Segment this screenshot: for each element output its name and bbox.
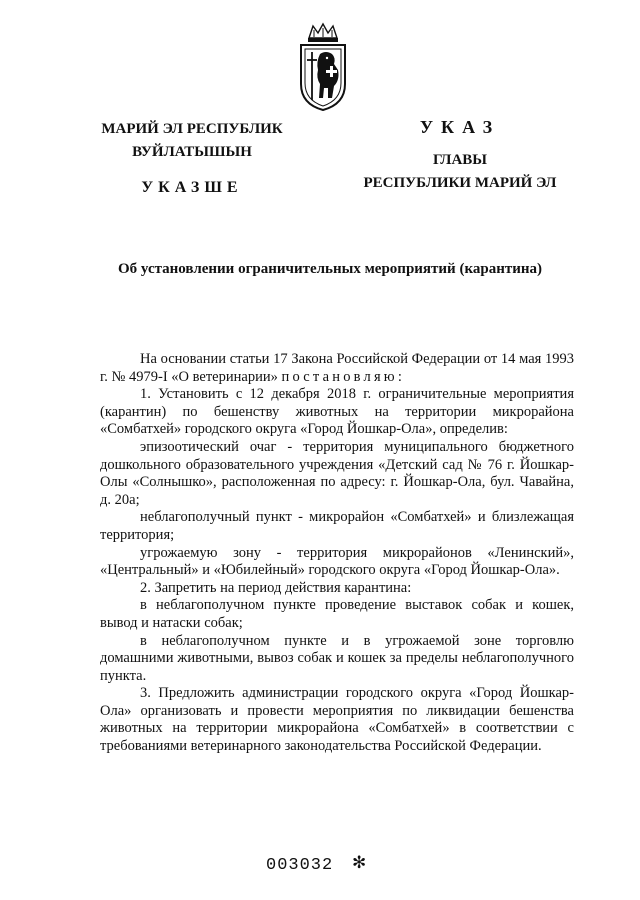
document-mark: ✻ bbox=[352, 853, 367, 873]
paragraph-9: 3. Предложить администрации городского округа «Город Йошкар-Ола» организовать и провести мероприятия по ликвидации бешенства животных на территории микрорайона «Сомбатхей» в соответствии с требованиями ветеринарного законодательства Российской Федерации. bbox=[100, 685, 574, 755]
paragraph-5: угрожаемую зону - территория микрорайонов «Ленинский», «Центральный» и «Юбилейный» городского округа «Город Йошкар-Ола». bbox=[100, 544, 574, 579]
header-right-line3: РЕСПУБЛИКИ МАРИЙ ЭЛ bbox=[363, 175, 557, 191]
header-right-line2: ГЛАВЫ bbox=[432, 152, 488, 168]
header-right-line1: УКАЗ bbox=[419, 117, 501, 137]
paragraph-8: в неблагополучном пункте и в угрожаемой зоне торговлю домашними животными, вывоз собак и кошек за пределы неблагополучного пункта. bbox=[100, 632, 574, 684]
document-number: 003032 bbox=[266, 856, 334, 875]
header-left-block bbox=[92, 118, 292, 199]
paragraph-7: в неблагополучном пункте проведение выставок собак и кошек, вывод и натаски собак; bbox=[100, 597, 574, 631]
coat-of-arms-icon bbox=[296, 22, 350, 112]
header-left-line3: УКАЗШЕ bbox=[141, 179, 243, 196]
paragraph-6: 2. Запретить на период действия карантина: bbox=[140, 579, 412, 596]
decree-title: Об установлении ограничительных мероприятий (карантина) bbox=[117, 261, 542, 277]
paragraph-1-text: На основании статьи 17 Закона Российской Федерации от 14 мая 1993 г. № 4979-I «О ветеринарии» bbox=[100, 351, 574, 385]
paragraph-2: 1. Установить с 12 декабря 2018 г. ограничительные мероприятия (карантин) по бешенству животных на территории микрорайона «Сомбатхей» городского округа «Город Йошкар-Ола», определив: bbox=[100, 386, 574, 438]
postanovlyayu-word: постановляю: bbox=[281, 368, 406, 385]
header-left-line2: ВУЙЛАТЫШЫН bbox=[132, 144, 252, 160]
header-right-block bbox=[350, 116, 570, 195]
paragraph-4: неблагополучный пункт - микрорайон «Сомбатхей» и близлежащая территория; bbox=[100, 509, 574, 543]
paragraph-1 bbox=[100, 351, 574, 386]
decree-body bbox=[100, 351, 574, 756]
paragraph-3: эпизоотический очаг - территория муниципального бюджетного дошкольного образовательного учреждения «Детский сад № 76 г. Йошкар-Олы «Солнышко», расположенная по адресу: г. Йошкар-Ола, бул. Чавайна, д. 20а; bbox=[100, 438, 574, 508]
header-left-line1: МАРИЙ ЭЛ РЕСПУБЛИК bbox=[101, 121, 283, 137]
